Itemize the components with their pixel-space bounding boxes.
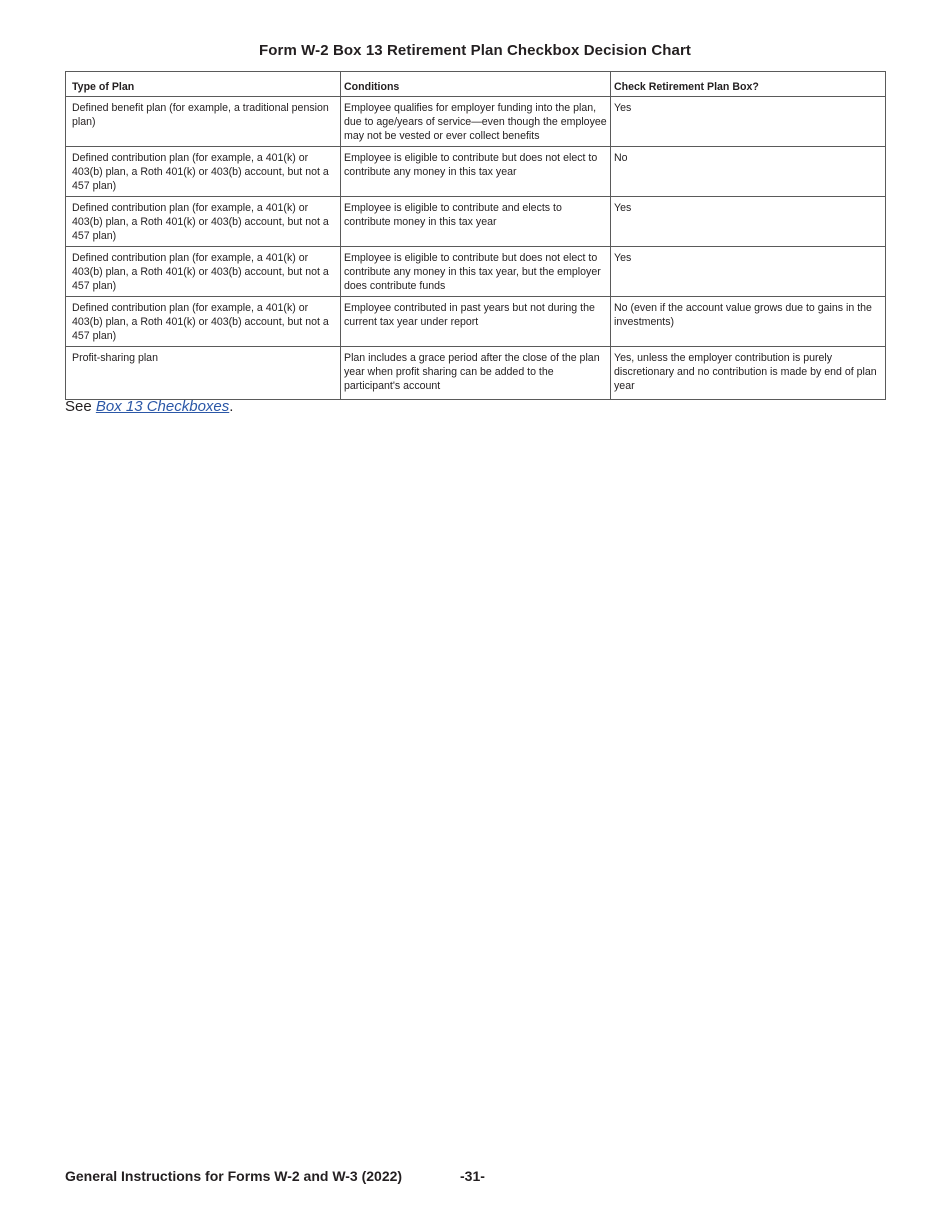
cell-conditions: Employee is eligible to contribute and elects to contribute money in this tax year bbox=[341, 197, 611, 247]
see-also-suffix: . bbox=[229, 398, 234, 415]
table-row bbox=[66, 247, 886, 297]
cell-type-of-plan: Defined contribution plan (for example, a 401(k) or 403(b) plan, a Roth 401(k) or 403(b) account, but not a 457 plan) bbox=[66, 247, 341, 297]
header-conditions: Conditions bbox=[341, 72, 611, 97]
cell-conditions: Employee qualifies for employer funding into the plan, due to age/years of service—even though the employee may not be vested or ever collect benefits bbox=[341, 97, 611, 147]
box-13-checkboxes-link[interactable]: Box 13 Checkboxes bbox=[95, 398, 230, 415]
cell-check-box: Yes, unless the employer contribution is purely discretionary and no contribution is made by end of plan year bbox=[611, 347, 886, 400]
table-row bbox=[66, 347, 886, 400]
cell-conditions: Employee is eligible to contribute but does not elect to contribute any money in this tax year, but the employer does contribute funds bbox=[341, 247, 611, 297]
cell-check-box: Yes bbox=[611, 97, 886, 147]
see-also-prefix: See bbox=[65, 398, 96, 415]
cell-type-of-plan: Defined benefit plan (for example, a traditional pension plan) bbox=[66, 97, 341, 147]
cell-check-box: No (even if the account value grows due to gains in the investments) bbox=[611, 297, 886, 347]
cell-conditions: Employee contributed in past years but not during the current tax year under report bbox=[341, 297, 611, 347]
cell-conditions: Plan includes a grace period after the close of the plan year when profit sharing can be added to the participant's account bbox=[341, 347, 611, 400]
cell-type-of-plan: Profit-sharing plan bbox=[66, 347, 341, 400]
see-also-note bbox=[65, 398, 233, 415]
header-type-of-plan: Type of Plan bbox=[66, 72, 341, 97]
table-row bbox=[66, 197, 886, 247]
decision-chart-table bbox=[65, 71, 886, 400]
table-row bbox=[66, 97, 886, 147]
table-header-row bbox=[66, 72, 886, 97]
cell-type-of-plan: Defined contribution plan (for example, a 401(k) or 403(b) plan, a Roth 401(k) or 403(b) account, but not a 457 plan) bbox=[66, 147, 341, 197]
cell-type-of-plan: Defined contribution plan (for example, a 401(k) or 403(b) plan, a Roth 401(k) or 403(b) account, but not a 457 plan) bbox=[66, 297, 341, 347]
cell-check-box: Yes bbox=[611, 197, 886, 247]
table-row bbox=[66, 297, 886, 347]
page-title: Form W-2 Box 13 Retirement Plan Checkbox Decision Chart bbox=[259, 42, 691, 59]
footer-page-number: -31- bbox=[460, 1168, 485, 1184]
header-check-retirement-plan-box: Check Retirement Plan Box? bbox=[611, 72, 886, 97]
footer-document-title: General Instructions for Forms W-2 and W-3 (2022) bbox=[65, 1168, 403, 1184]
table-row bbox=[66, 147, 886, 197]
cell-conditions: Employee is eligible to contribute but does not elect to contribute any money in this tax year bbox=[341, 147, 611, 197]
cell-check-box: Yes bbox=[611, 247, 886, 297]
cell-type-of-plan: Defined contribution plan (for example, a 401(k) or 403(b) plan, a Roth 401(k) or 403(b) account, but not a 457 plan) bbox=[66, 197, 341, 247]
cell-check-box: No bbox=[611, 147, 886, 197]
